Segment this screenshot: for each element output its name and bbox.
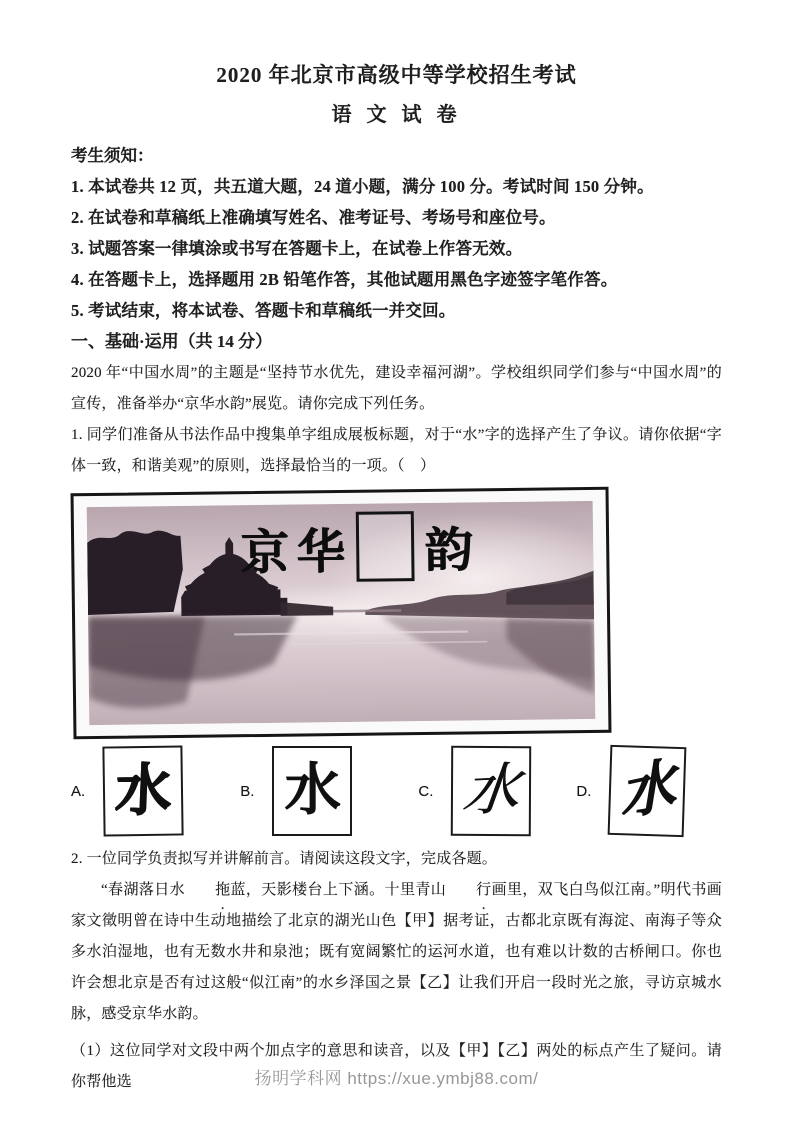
page-title: 2020 年北京市高级中等学校招生考试 — [216, 63, 577, 87]
question2-sub1: （1）这位同学对文段中两个加点字的意思和读音，以及【甲】【乙】两处的标点产生了疑问。请你帮他选 — [71, 1043, 722, 1090]
question2-paragraph: “春湖落日水 拖蓝，天影楼台上下涵。十里青山 行画里，双飞白鸟似江南。”明代书画家文徵明曾在诗中生动地描绘了北京的湖光山色【甲】据考证，古都北京既有海淀、南海子等众多水泊湿地，也有无数水井和泉池；既有宽阔繁忙的运河水道，也有难以计数的古桥闸口。你也许会想北京是否有过这般“似江南”的水乡泽国之景【乙】让我们开启一段时光之旅，寻访京城水脉，感受京华水韵。 — [71, 882, 723, 1022]
missing-character-box — [356, 511, 415, 582]
option-a — [71, 746, 183, 836]
option-a-label: A. — [71, 782, 86, 800]
option-b-label: B. — [240, 782, 255, 800]
exhibit-photo-frame — [71, 487, 612, 740]
option-c-calligraphy-box — [451, 746, 531, 836]
calligraphy-shui-c: 水 — [459, 758, 524, 824]
photo-title-overlay — [240, 510, 481, 583]
notice-heading: 考生须知： — [71, 146, 154, 165]
option-b — [240, 746, 352, 836]
question1-options-row — [71, 741, 722, 841]
option-d-calligraphy-box — [608, 745, 687, 837]
notice-item-3: 3. 试题答案一律填涂或书写在答题卡上，在试卷上作答无效。 — [71, 239, 523, 258]
notice-item-1: 1. 本试卷共 12 页，共五道大题，24 道小题，满分 100 分。考试时间 150 分钟。 — [71, 177, 654, 196]
question2-lead: 2. 一位同学负责拟写并讲解前言。请阅读这段文字，完成各题。 — [71, 851, 498, 867]
section1-intro-paragraph: 2020 年“中国水周”的主题是“坚持节水优先，建设幸福河湖”。学校组织同学们参与“中国水周”的宣传，准备举办“京华水韵”展览。请你完成下列任务。 — [71, 365, 722, 412]
option-a-calligraphy-box — [103, 745, 184, 836]
option-b-calligraphy-box — [272, 746, 352, 836]
question1-text: 1. 同学们准备从书法作品中搜集单字组成展板标题，对于“水”字的选择产生了争议。请你依据“字体一致，和谐美观”的原则，选择最恰当的一项。（ ） — [71, 427, 722, 474]
notice-item-5: 5. 考试结束，将本试卷、答题卡和草稿纸一并交回。 — [71, 301, 456, 320]
photo-title-right: 韵 — [424, 523, 481, 578]
option-c-label: C. — [418, 782, 434, 800]
site-watermark: 扬明学科网 https://xue.ymbj88.com/ — [254, 1069, 539, 1088]
notice-item-4: 4. 在答题卡上，选择题用 2B 铅笔作答，其他试题用黑色字迹签字笔作答。 — [71, 270, 618, 289]
option-d — [576, 746, 685, 836]
calligraphy-shui-b: 水 — [284, 760, 341, 822]
notice-item-2: 2. 在试卷和草稿纸上准确填写姓名、准考证号、考场号和座位号。 — [71, 208, 556, 227]
exhibit-photo — [87, 501, 596, 725]
option-c — [418, 746, 531, 836]
calligraphy-shui-a: 水 — [113, 759, 173, 823]
page-subtitle: 语 文 试 卷 — [331, 104, 462, 126]
section1-heading: 一、基础·运用（共 14 分） — [71, 332, 273, 351]
calligraphy-shui-d: 水 — [617, 753, 678, 829]
option-d-label: D. — [576, 782, 592, 800]
photo-title-left: 京华 — [240, 525, 353, 580]
